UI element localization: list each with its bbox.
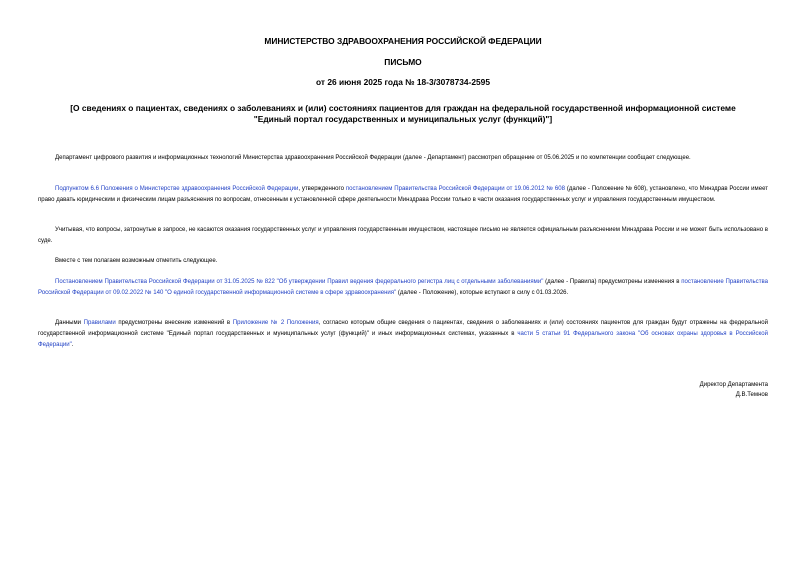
link-resolution-822[interactable]: Постановлением Правительства Российской Федерации от 31.05.2025 № 822 "Об утверждении Правил ведения федерального регистра лиц с отдельными заболеваниями" xyxy=(55,279,544,285)
link-federal-law-art-91[interactable]: части 5 статьи 91 Федерального закона "Об основах охраны здоровья в Российской Федерации" xyxy=(38,330,768,348)
paragraph-6 xyxy=(38,318,768,351)
subject-line-1: [О сведениях о пациентах, сведениях о заболеваниях и (или) состояниях пациентов для граждан на федеральной государственной информационной системе xyxy=(70,103,736,113)
doc-type-heading: ПИСЬМО xyxy=(384,57,422,67)
paragraph-6-text-a: предусмотрены внесение изменений в xyxy=(115,320,233,326)
link-rules[interactable]: Правилами xyxy=(83,320,116,326)
signatory-name: Д.В.Темнов xyxy=(735,392,768,399)
paragraph-6-text-c: . xyxy=(71,341,74,348)
paragraph-2-text-b: (далее - Положение № 608), установлено, что Минздрав России имеет право давать юридическим и физическим лицам разъяснения по вопросам, отнесенным к установленной сфере деятельности Минздрава России только в части оказания государственных услуг и управления государственным имуществом. xyxy=(38,186,768,203)
paragraph-3: Учитывая, что вопросы, затронутые в запросе, не касаются оказания государственных услуг и управления государственным имуществом, настоящее письмо не является официальным разъяснением Минздрава России и не может быть использовано в суде. xyxy=(38,227,768,244)
link-regulation-item-6-6[interactable]: Подпунктом 6.6 Положения о Министерстве здравоохранения Российской Федерации xyxy=(55,186,299,192)
paragraph-4: Вместе с тем полагаем возможным отметить следующее. xyxy=(55,258,218,264)
paragraph-6-text-b: , согласно которым общие сведения о пациентах, сведения о заболеваниях и (или) состояниях пациентов для граждан будут отражены на федеральной государственной информационной системе "Единый портал государственных и муниципальных услуг (функций)" и иных информационных системах, указанных в xyxy=(38,320,768,337)
link-appendix-2[interactable]: Приложение № 2 Положения xyxy=(232,320,319,326)
link-resolution-608[interactable]: постановлением Правительства Российской Федерации от 19.06.2012 № 608 xyxy=(345,186,565,192)
document-subject xyxy=(38,103,768,125)
paragraph-5-text-a: (далее - Правила) предусмотрены изменения в xyxy=(543,279,682,285)
ministry-heading: МИНИСТЕРСТВО ЗДРАВООХРАНЕНИЯ РОССИЙСКОЙ ФЕДЕРАЦИИ xyxy=(264,36,542,46)
paragraph-5-text-b: (далее - Положение), которые вступают в силу с 01.03.2026. xyxy=(396,289,569,296)
paragraph-5 xyxy=(38,277,768,299)
doc-date-number: от 26 июня 2025 года № 18-3/3078734-2595 xyxy=(316,77,490,87)
link-resolution-140[interactable]: постановление Правительства Российской Федерации от 09.02.2022 № 140 "О единой государственной информационной системе в сфере здравоохранения" xyxy=(38,279,768,296)
paragraph-6-text-0: Данными xyxy=(55,320,84,326)
paragraph-2-text-a: , утвержденного xyxy=(298,186,346,192)
signature-block xyxy=(700,380,768,401)
paragraph-2 xyxy=(38,184,768,206)
subject-line-2: "Единый портал государственных и муниципальных услуг (функций)"] xyxy=(253,114,553,124)
paragraph-1: Департамент цифрового развития и информационных технологий Министерства здравоохранения Российской Федерации (далее - Департамент) рассмотрел обращение от 05.06.2025 и по компетенции сообщает следующее. xyxy=(55,155,691,161)
signatory-position: Директор Департамента xyxy=(699,382,768,388)
document-page xyxy=(38,0,768,571)
